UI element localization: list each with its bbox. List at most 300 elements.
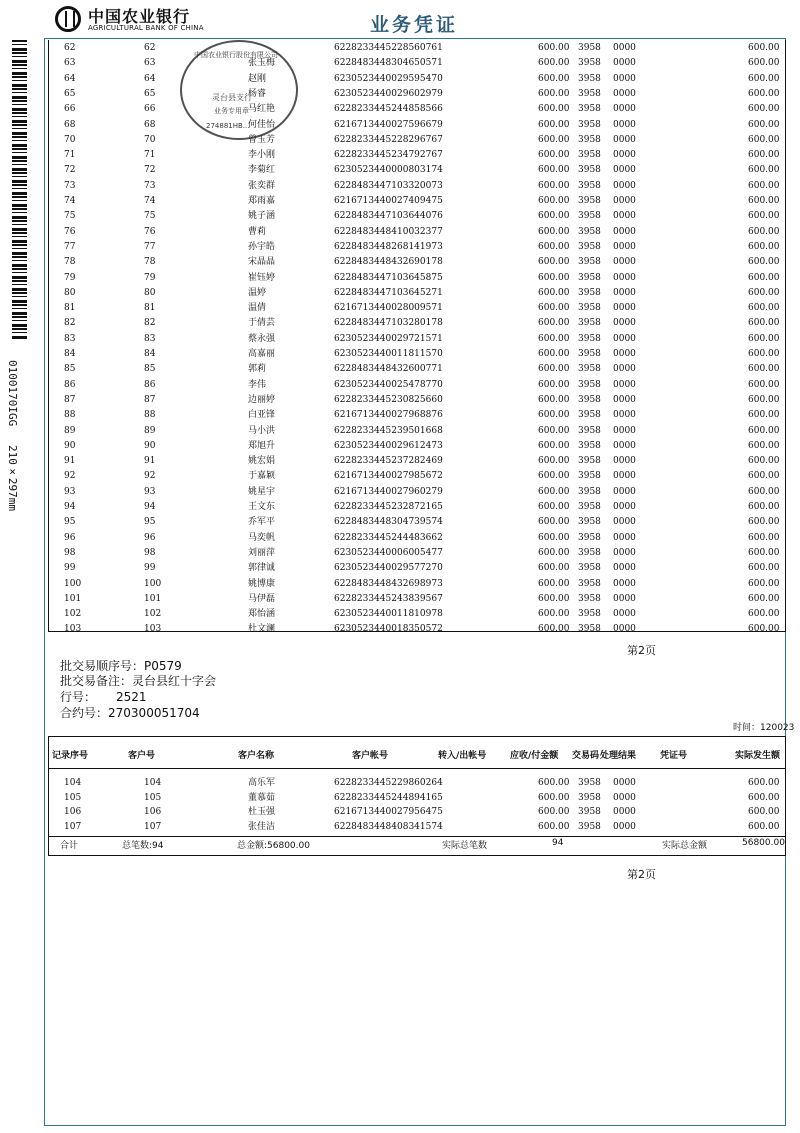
cell-act: 600.00 xyxy=(748,394,780,405)
cell-res: 0000 xyxy=(613,578,636,589)
cell-name: 杜玉强 xyxy=(248,807,276,817)
cell-seq: 73 xyxy=(64,180,76,191)
seal-purpose: 业务专用章 xyxy=(214,107,249,115)
seal-branch: 灵台县支行 xyxy=(212,93,252,102)
cell-code: 3958 xyxy=(578,532,601,543)
cell-res: 0000 xyxy=(613,303,636,314)
cell-acct: 6230523440029602979 xyxy=(334,88,443,99)
cell-name: 郑怡涵 xyxy=(248,609,276,620)
cell-name: 姚宏娟 xyxy=(248,456,276,467)
cell-res: 0000 xyxy=(613,180,636,191)
cell-cust: 89 xyxy=(144,425,156,436)
cell-seq: 100 xyxy=(64,578,82,589)
table-row xyxy=(48,118,788,132)
cell-res: 0000 xyxy=(613,379,636,390)
cell-res: 0000 xyxy=(613,410,636,421)
cell-cust: 74 xyxy=(144,196,156,206)
cell-res: 0000 xyxy=(613,318,636,329)
column-header: 转入/出帐号 xyxy=(438,751,487,761)
cell-res: 0000 xyxy=(613,821,636,832)
cell-acct: 6230523440029721571 xyxy=(334,333,443,344)
cell-acct: 6230523440029612473 xyxy=(334,440,443,451)
cell-seq: 91 xyxy=(64,456,76,467)
cell-act: 600.00 xyxy=(748,241,780,252)
cell-cust: 70 xyxy=(144,134,156,145)
cell-act: 600.00 xyxy=(748,471,780,482)
cell-amt: 600.00 xyxy=(538,578,570,589)
cell-seq: 72 xyxy=(64,165,76,176)
table-row xyxy=(48,561,788,575)
table-row xyxy=(48,286,788,300)
cell-res: 0000 xyxy=(613,241,636,252)
cell-amt: 600.00 xyxy=(538,502,570,512)
cell-name: 赵刚 xyxy=(248,73,267,84)
cell-acct: 6228483448304650571 xyxy=(334,58,443,69)
actual-count: 94 xyxy=(552,838,564,848)
line-no-label: 行号： xyxy=(60,690,97,704)
cell-acct: 6216713440027968876 xyxy=(334,410,443,421)
cell-name: 马小洪 xyxy=(248,425,276,436)
cell-acct: 6230523440018350572 xyxy=(334,624,443,635)
cell-act: 600.00 xyxy=(748,821,780,832)
cell-name: 蔡永强 xyxy=(248,333,276,344)
cell-res: 0000 xyxy=(613,532,636,543)
cell-cust: 75 xyxy=(144,211,156,222)
cell-acct: 6228233445244483662 xyxy=(334,532,443,543)
cell-act: 600.00 xyxy=(748,165,780,176)
cell-code: 3958 xyxy=(578,303,601,314)
cell-act: 600.00 xyxy=(748,226,780,237)
cell-amt: 600.00 xyxy=(538,593,570,604)
table-row xyxy=(48,622,788,636)
cell-amt: 600.00 xyxy=(538,563,570,574)
cell-acct: 6216713440027960279 xyxy=(334,486,443,497)
cell-cust: 104 xyxy=(144,778,162,788)
cell-acct: 6230523440006005477 xyxy=(334,547,443,558)
cell-act: 600.00 xyxy=(748,180,780,191)
cell-seq: 66 xyxy=(64,104,76,115)
actual-count-label: 实际总笔数 xyxy=(442,841,488,851)
cell-amt: 600.00 xyxy=(538,165,570,176)
batch-seq-label: 批交易顺序号： xyxy=(60,659,145,673)
cell-seq: 92 xyxy=(64,471,76,482)
table-row xyxy=(48,362,788,376)
cell-acct: 6228483448268141973 xyxy=(334,241,443,252)
contract-label: 合约号： xyxy=(60,706,109,720)
table-row xyxy=(48,347,788,361)
table-row xyxy=(48,209,788,223)
cell-seq: 80 xyxy=(64,287,76,298)
cell-code: 3958 xyxy=(578,180,601,191)
cell-cust: 79 xyxy=(144,272,156,283)
cell-cust: 105 xyxy=(144,792,162,803)
cell-name: 于嘉颖 xyxy=(248,471,276,482)
cell-res: 0000 xyxy=(613,609,636,620)
cell-acct: 6228233445229860264 xyxy=(334,778,443,788)
cell-amt: 600.00 xyxy=(538,226,570,237)
bank-name-cn: 中国农业银行 xyxy=(88,7,191,26)
cell-cust: 94 xyxy=(144,502,156,512)
table-row xyxy=(48,531,788,545)
cell-act: 600.00 xyxy=(748,73,780,84)
cell-acct: 6228233445239501668 xyxy=(334,425,443,436)
cell-name: 姚博康 xyxy=(248,578,276,589)
cell-acct: 6216713440027985672 xyxy=(334,471,443,482)
cell-name: 边丽婷 xyxy=(248,394,276,405)
table-row xyxy=(48,805,788,819)
cell-act: 600.00 xyxy=(748,134,780,145)
cell-name: 马红艳 xyxy=(248,104,276,115)
cell-name: 何佳怡 xyxy=(248,119,276,130)
cell-code: 3958 xyxy=(578,43,601,53)
cell-name: 郑雨嘉 xyxy=(248,196,276,206)
cell-cust: 71 xyxy=(144,150,156,161)
paper-size: 210×297mm xyxy=(6,445,19,511)
cell-code: 3958 xyxy=(578,211,601,222)
cell-code: 3958 xyxy=(578,226,601,237)
cell-amt: 600.00 xyxy=(538,318,570,329)
cell-cust: 73 xyxy=(144,180,156,191)
cell-code: 3958 xyxy=(578,792,601,803)
table-row xyxy=(48,577,788,591)
total-label: 合计 xyxy=(60,841,79,851)
cell-cust: 88 xyxy=(144,410,156,421)
cell-cust: 90 xyxy=(144,440,156,451)
line-no-line xyxy=(60,688,147,705)
cell-name: 李小刚 xyxy=(248,150,276,161)
table-row xyxy=(48,546,788,560)
cell-res: 0000 xyxy=(613,58,636,69)
cell-res: 0000 xyxy=(613,333,636,344)
cell-code: 3958 xyxy=(578,410,601,421)
cell-act: 600.00 xyxy=(748,150,780,161)
cell-act: 600.00 xyxy=(748,43,780,53)
cell-acct: 6216713440028009571 xyxy=(334,303,443,314)
cell-code: 3958 xyxy=(578,287,601,298)
cell-seq: 104 xyxy=(64,778,82,788)
table-row xyxy=(48,500,788,514)
cell-code: 3958 xyxy=(578,593,601,604)
cell-amt: 600.00 xyxy=(538,211,570,222)
cell-amt: 600.00 xyxy=(538,73,570,84)
cell-acct: 6228233445228296767 xyxy=(334,134,443,145)
cell-seq: 78 xyxy=(64,257,76,268)
cell-act: 600.00 xyxy=(748,410,780,421)
cell-code: 3958 xyxy=(578,807,601,817)
cell-name: 李伟 xyxy=(248,379,267,390)
cell-act: 600.00 xyxy=(748,318,780,329)
cell-cust: 103 xyxy=(144,624,162,635)
cell-res: 0000 xyxy=(613,349,636,359)
cell-act: 600.00 xyxy=(748,547,780,558)
total-count: 总笔数:94 xyxy=(122,841,164,851)
cell-amt: 600.00 xyxy=(538,303,570,314)
cell-seq: 106 xyxy=(64,807,82,817)
cell-act: 600.00 xyxy=(748,609,780,620)
cell-seq: 90 xyxy=(64,440,76,451)
cell-seq: 87 xyxy=(64,394,76,405)
cell-amt: 600.00 xyxy=(538,272,570,283)
table-row xyxy=(48,72,788,86)
cell-acct: 6228483447103644076 xyxy=(334,211,443,222)
cell-cust: 83 xyxy=(144,333,156,344)
cell-act: 600.00 xyxy=(748,502,780,512)
cell-code: 3958 xyxy=(578,119,601,130)
cell-code: 3958 xyxy=(578,578,601,589)
cell-acct: 6230523440025478770 xyxy=(334,379,443,390)
cell-res: 0000 xyxy=(613,792,636,803)
cell-res: 0000 xyxy=(613,471,636,482)
cell-amt: 600.00 xyxy=(538,778,570,788)
cell-act: 600.00 xyxy=(748,257,780,268)
cell-code: 3958 xyxy=(578,379,601,390)
cell-code: 3958 xyxy=(578,456,601,467)
cell-amt: 600.00 xyxy=(538,456,570,467)
cell-seq: 95 xyxy=(64,517,76,528)
column-header: 凭证号 xyxy=(660,751,688,761)
table-row xyxy=(48,408,788,422)
cell-cust: 106 xyxy=(144,807,162,817)
time-label: 时间： xyxy=(733,723,761,733)
cell-code: 3958 xyxy=(578,134,601,145)
cell-acct: 6228483448304739574 xyxy=(334,517,443,528)
table-row xyxy=(48,424,788,438)
cell-cust: 72 xyxy=(144,165,156,176)
page-number-1: 第2页 xyxy=(627,644,656,657)
table-row xyxy=(48,791,788,805)
cell-act: 600.00 xyxy=(748,104,780,115)
cell-name: 刘丽萍 xyxy=(248,547,276,558)
cell-cust: 82 xyxy=(144,318,156,329)
cell-seq: 89 xyxy=(64,425,76,436)
cell-cust: 64 xyxy=(144,73,156,84)
table-row xyxy=(48,163,788,177)
cell-cust: 66 xyxy=(144,104,156,115)
cell-acct: 6230523440000803174 xyxy=(334,165,443,176)
cell-name: 马伊磊 xyxy=(248,593,276,604)
cell-act: 600.00 xyxy=(748,88,780,99)
cell-seq: 107 xyxy=(64,821,82,832)
cell-code: 3958 xyxy=(578,349,601,359)
cell-seq: 94 xyxy=(64,502,76,512)
cell-res: 0000 xyxy=(613,517,636,528)
cell-acct: 6216713440027409475 xyxy=(334,196,443,206)
cell-res: 0000 xyxy=(613,88,636,99)
cell-seq: 83 xyxy=(64,333,76,344)
column-header: 客户帐号 xyxy=(352,751,389,761)
cell-code: 3958 xyxy=(578,471,601,482)
cell-cust: 99 xyxy=(144,563,156,574)
cell-name: 高嘉丽 xyxy=(248,349,276,359)
table-row xyxy=(48,378,788,392)
cell-res: 0000 xyxy=(613,807,636,817)
cell-name: 张奕群 xyxy=(248,180,276,191)
cell-act: 600.00 xyxy=(748,425,780,436)
table-row xyxy=(48,592,788,606)
table-row xyxy=(48,194,788,208)
cell-code: 3958 xyxy=(578,318,601,329)
cell-res: 0000 xyxy=(613,486,636,497)
cell-code: 3958 xyxy=(578,440,601,451)
cell-res: 0000 xyxy=(613,563,636,574)
cell-act: 600.00 xyxy=(748,333,780,344)
cell-act: 600.00 xyxy=(748,211,780,222)
cell-res: 0000 xyxy=(613,440,636,451)
cell-code: 3958 xyxy=(578,563,601,574)
cell-name: 于倩芸 xyxy=(248,318,276,329)
cell-seq: 85 xyxy=(64,364,76,375)
cell-seq: 79 xyxy=(64,272,76,283)
cell-acct: 6230523440029577270 xyxy=(334,563,443,574)
cell-cust: 62 xyxy=(144,43,156,53)
table2-total-divider xyxy=(48,836,786,837)
cell-cust: 81 xyxy=(144,303,156,314)
seal-code: 274881HB... xyxy=(206,122,250,130)
cell-res: 0000 xyxy=(613,425,636,436)
cell-seq: 101 xyxy=(64,593,82,604)
cell-amt: 600.00 xyxy=(538,440,570,451)
bank-name-en: AGRICULTURAL BANK OF CHINA xyxy=(88,24,204,32)
cell-cust: 68 xyxy=(144,119,156,130)
table-row xyxy=(48,469,788,483)
actual-sum: 56800.00 xyxy=(742,838,785,848)
table-row xyxy=(48,41,788,55)
cell-acct: 6230523440029595470 xyxy=(334,73,443,84)
cell-seq: 96 xyxy=(64,532,76,543)
cell-act: 600.00 xyxy=(748,624,780,635)
cell-amt: 600.00 xyxy=(538,394,570,405)
cell-seq: 99 xyxy=(64,563,76,574)
contract-line xyxy=(60,704,200,721)
actual-sum-label: 实际总金额 xyxy=(662,841,708,851)
bank-logo-icon xyxy=(55,6,81,32)
cell-res: 0000 xyxy=(613,73,636,84)
table-row xyxy=(48,439,788,453)
official-seal xyxy=(180,40,298,140)
cell-cust: 95 xyxy=(144,517,156,528)
cell-cust: 63 xyxy=(144,58,156,69)
cell-amt: 600.00 xyxy=(538,471,570,482)
column-header: 实际发生额 xyxy=(735,751,781,761)
cell-cust: 102 xyxy=(144,609,162,620)
cell-acct: 6228483447103320073 xyxy=(334,180,443,191)
batch-note-value: 灵台县红十字会 xyxy=(132,674,217,688)
table-row xyxy=(48,87,788,101)
cell-code: 3958 xyxy=(578,150,601,161)
cell-seq: 98 xyxy=(64,547,76,558)
cell-amt: 600.00 xyxy=(538,379,570,390)
cell-seq: 103 xyxy=(64,624,82,635)
cell-seq: 64 xyxy=(64,73,76,84)
table-row xyxy=(48,148,788,162)
time-value: 120023 xyxy=(760,723,795,733)
cell-res: 0000 xyxy=(613,502,636,512)
cell-name: 曾玉芳 xyxy=(248,134,276,145)
cell-amt: 600.00 xyxy=(538,119,570,130)
cell-act: 600.00 xyxy=(748,486,780,497)
cell-code: 3958 xyxy=(578,486,601,497)
cell-name: 王文东 xyxy=(248,502,276,512)
cell-seq: 75 xyxy=(64,211,76,222)
cell-acct: 6228483447103645875 xyxy=(334,272,443,283)
cell-name: 白亚锋 xyxy=(248,410,276,421)
cell-act: 600.00 xyxy=(748,563,780,574)
cell-name: 张玉梅 xyxy=(248,58,276,69)
cell-amt: 600.00 xyxy=(538,134,570,145)
table-row xyxy=(48,133,788,147)
cell-act: 600.00 xyxy=(748,287,780,298)
cell-code: 3958 xyxy=(578,88,601,99)
cell-acct: 6230523440011811570 xyxy=(334,349,443,359)
cell-amt: 600.00 xyxy=(538,425,570,436)
table-row xyxy=(48,255,788,269)
cell-res: 0000 xyxy=(613,778,636,788)
cell-code: 3958 xyxy=(578,547,601,558)
table-row xyxy=(48,332,788,346)
cell-amt: 600.00 xyxy=(538,410,570,421)
cell-cust: 96 xyxy=(144,532,156,543)
cell-code: 3958 xyxy=(578,257,601,268)
cell-name: 郑旭升 xyxy=(248,440,276,451)
cell-amt: 600.00 xyxy=(538,43,570,53)
cell-act: 600.00 xyxy=(748,807,780,817)
batch-note-line xyxy=(60,672,216,689)
seal-ring-text: 中国农业银行股份有限公司 xyxy=(194,51,278,59)
cell-res: 0000 xyxy=(613,150,636,161)
cell-acct: 6228483447103645271 xyxy=(334,287,443,298)
cell-res: 0000 xyxy=(613,119,636,130)
cell-cust: 80 xyxy=(144,287,156,298)
cell-seq: 88 xyxy=(64,410,76,421)
cell-res: 0000 xyxy=(613,104,636,115)
cell-acct: 6230523440011810978 xyxy=(334,609,443,620)
cell-name: 李菊红 xyxy=(248,165,276,176)
cell-cust: 92 xyxy=(144,471,156,482)
cell-seq: 70 xyxy=(64,134,76,145)
batch-note-label: 批交易备注： xyxy=(60,674,133,688)
cell-act: 600.00 xyxy=(748,456,780,467)
column-header: 记录序号 xyxy=(52,751,89,761)
cell-cust: 107 xyxy=(144,821,162,832)
cell-code: 3958 xyxy=(578,609,601,620)
cell-code: 3958 xyxy=(578,778,601,788)
cell-act: 600.00 xyxy=(748,272,780,283)
cell-seq: 63 xyxy=(64,58,76,69)
cell-cust: 93 xyxy=(144,486,156,497)
cell-code: 3958 xyxy=(578,333,601,344)
cell-acct: 6228233445234792767 xyxy=(334,150,443,161)
cell-amt: 600.00 xyxy=(538,807,570,817)
cell-cust: 98 xyxy=(144,547,156,558)
cell-act: 600.00 xyxy=(748,792,780,803)
table-row xyxy=(48,56,788,70)
table-row xyxy=(48,393,788,407)
cell-cust: 65 xyxy=(144,88,156,99)
cell-res: 0000 xyxy=(613,364,636,375)
document-title: 业务凭证 xyxy=(370,14,459,36)
cell-code: 3958 xyxy=(578,517,601,528)
table-row xyxy=(48,316,788,330)
cell-res: 0000 xyxy=(613,287,636,298)
table-row xyxy=(48,820,788,834)
column-header: 客户名称 xyxy=(238,751,275,761)
table-row xyxy=(48,179,788,193)
cell-name: 姚星宇 xyxy=(248,486,276,497)
cell-amt: 600.00 xyxy=(538,349,570,359)
cell-res: 0000 xyxy=(613,272,636,283)
cell-name: 曹莉 xyxy=(248,226,267,237)
cell-code: 3958 xyxy=(578,425,601,436)
